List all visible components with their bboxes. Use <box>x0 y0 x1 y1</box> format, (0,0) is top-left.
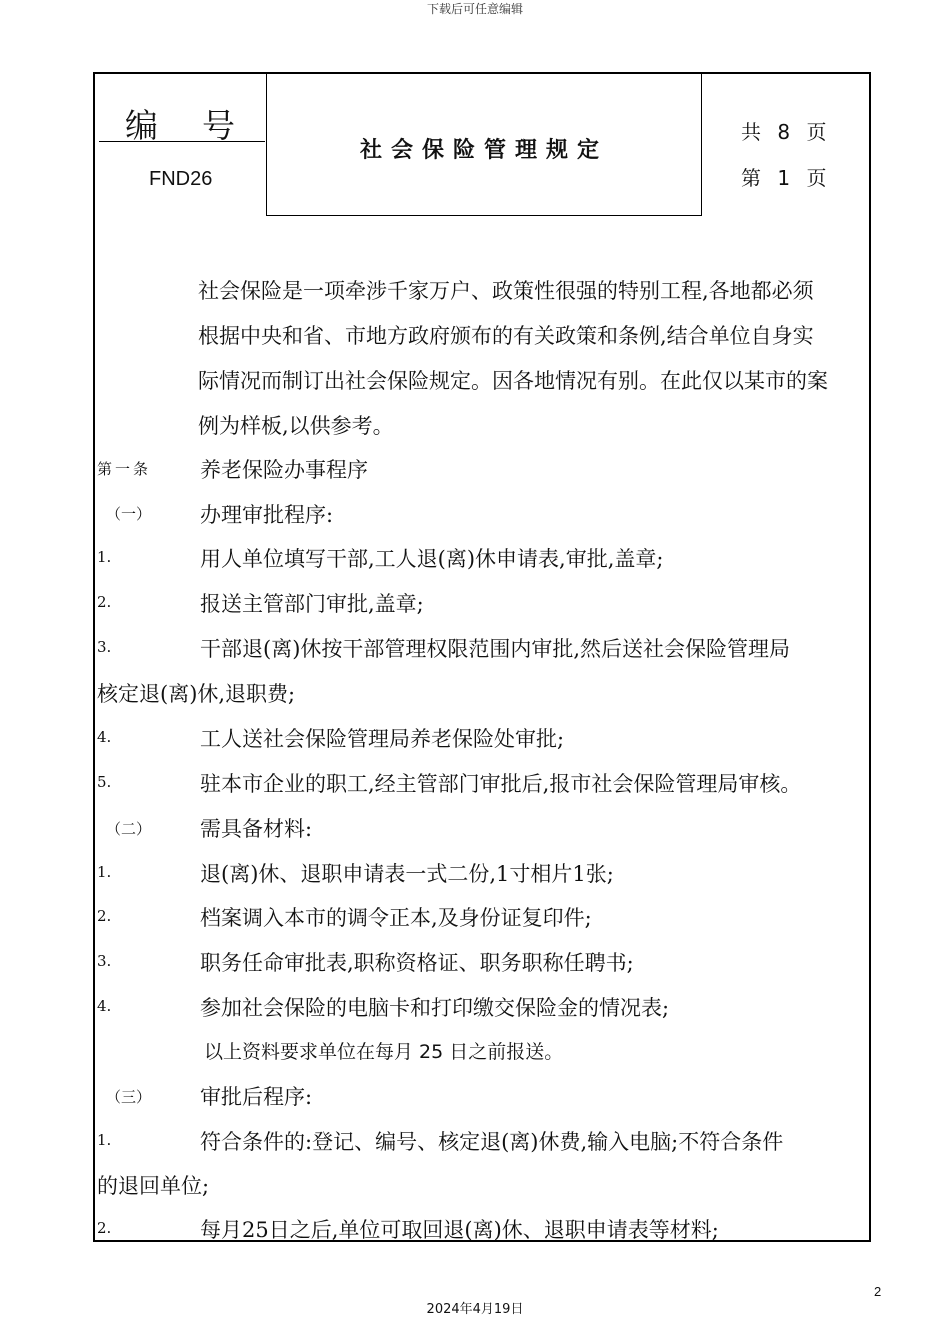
footer-date: 2024年4月19日 <box>426 1302 524 1317</box>
intro-line: 根据中央和省、市地方政府颁布的有关政策和条例,结合单位自身实 <box>198 324 814 348</box>
item-text: 干部退(离)休按干部管理权限范围内审批,然后送社会保险管理局 <box>200 637 791 661</box>
item-text: 工人送社会保险管理局养老保险处审批; <box>200 727 565 751</box>
section-label: （二） <box>106 820 152 838</box>
item-text: 驻本市企业的职工,经主管部门审批后,报市社会保险管理局审核。 <box>200 772 802 796</box>
total-pages: 共 8 页 <box>741 120 827 144</box>
item-text: 每月25日之后,单位可取回退(离)休、退职申请表等材料; <box>200 1218 719 1242</box>
item-number: 3. <box>97 638 112 656</box>
section-title: 需具备材料: <box>200 817 313 841</box>
item-number: 5. <box>97 773 112 791</box>
item-text: 档案调入本市的调令正本,及身份证复印件; <box>200 906 592 930</box>
title-box <box>266 72 702 216</box>
article-title: 养老保险办事程序 <box>200 458 368 482</box>
footer-page-number: 2 <box>874 1284 882 1299</box>
item-number: 1. <box>97 548 112 566</box>
section-label: （三） <box>106 1088 152 1106</box>
item-text: 退(离)休、退职申请表一式二份,1寸相片1张; <box>200 862 614 886</box>
item-text-continued: 核定退(离)休,退职费; <box>97 682 296 706</box>
intro-line: 社会保险是一项牵涉千家万户、政策性很强的特别工程,各地都必须 <box>198 279 814 303</box>
item-text: 用人单位填写干部,工人退(离)休申请表,审批,盖章; <box>200 547 664 571</box>
intro-line: 际情况而制订出社会保险规定。因各地情况有别。在此仅以某市的案 <box>198 369 828 393</box>
item-number: 2. <box>97 593 112 611</box>
item-text: 参加社会保险的电脑卡和打印缴交保险金的情况表; <box>200 996 670 1020</box>
item-text-continued: 的退回单位; <box>97 1174 210 1198</box>
item-text: 符合条件的:登记、编号、核定退(离)休费,输入电脑;不符合条件 <box>200 1130 784 1154</box>
section-label: （一） <box>106 505 152 523</box>
submission-note: 以上资料要求单位在每月 25 日之前报送。 <box>204 1041 564 1063</box>
item-number: 2. <box>97 907 112 925</box>
current-page: 第 1 页 <box>741 166 827 190</box>
code-label: 编号 <box>125 106 279 145</box>
code-divider <box>99 141 265 142</box>
item-number: 2. <box>97 1219 112 1237</box>
item-text: 职务任命审批表,职称资格证、职务职称任聘书; <box>200 951 634 975</box>
item-text: 报送主管部门审批,盖章; <box>200 592 424 616</box>
code-value: FND26 <box>149 168 213 190</box>
item-number: 3. <box>97 952 112 970</box>
item-number: 4. <box>97 728 112 746</box>
section-title: 办理审批程序: <box>200 503 334 527</box>
header-note: 下载后可任意编辑 <box>426 2 523 16</box>
article-label: 第一条 <box>97 460 152 478</box>
item-number: 1. <box>97 1131 112 1149</box>
item-number: 4. <box>97 997 112 1015</box>
item-number: 1. <box>97 863 112 881</box>
document-title: 社会保险管理规定 <box>359 138 608 163</box>
section-title: 审批后程序: <box>200 1085 313 1109</box>
intro-line: 例为样板,以供参考。 <box>198 414 394 438</box>
